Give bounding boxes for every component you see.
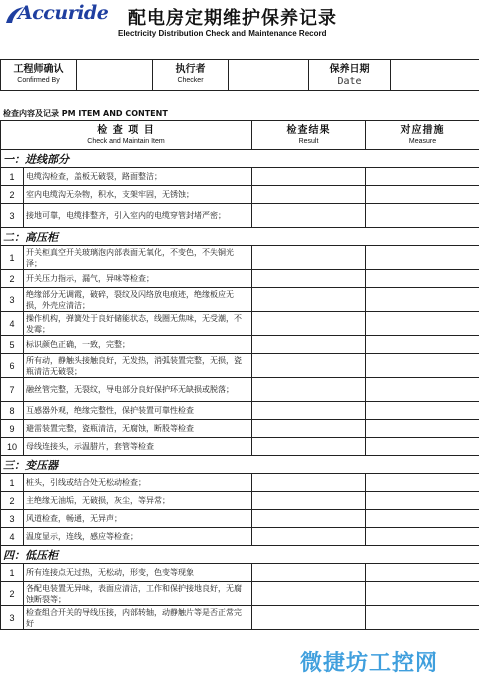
checklist-row [1,402,479,420]
measure-cell[interactable] [366,564,479,582]
section-header-row [1,228,479,246]
measure-cell[interactable] [366,582,479,606]
item-description: 风道检查，畅通，无异声； [24,510,252,528]
checklist-row [1,606,479,630]
checklist-row [1,528,479,546]
item-description: 绝缘部分无调霞，破碎，裂纹及闪络放电痕迹，绝缘板应无损，外壳应清洁； [24,288,252,312]
result-cell[interactable] [252,492,366,510]
checklist-row [1,186,479,204]
measure-cell[interactable] [366,168,479,186]
checklist-row [1,288,479,312]
measure-cell[interactable] [366,288,479,312]
checklist-row [1,564,479,582]
measure-cell[interactable] [366,474,479,492]
signoff-table [0,59,479,91]
checklist-row [1,420,479,438]
date-label: 保养日期 Date [309,60,391,91]
measure-cell[interactable] [366,336,479,354]
measure-cell[interactable] [366,438,479,456]
item-description: 主绝缘无油垢，无破损，灰尘，等异常； [24,492,252,510]
result-cell[interactable] [252,402,366,420]
item-description: 开关压力指示，漏气，异味等检查； [24,270,252,288]
result-cell[interactable] [252,186,366,204]
measure-cell[interactable] [366,246,479,270]
result-cell[interactable] [252,270,366,288]
measure-cell[interactable] [366,420,479,438]
result-cell[interactable] [252,564,366,582]
checklist-row [1,438,479,456]
page-title: 配电房定期维护保养记录 [128,8,337,29]
result-cell[interactable] [252,312,366,336]
column-result: 检查结果 Result [252,121,366,150]
item-description: 桩头，引线或结合处无松动检查； [24,474,252,492]
section-title: 四：低压柜 [1,546,479,564]
item-description: 互感器外观，绝缘完整性，保护装置可靠性检查 [24,402,252,420]
checklist-row [1,510,479,528]
item-number: 1 [1,246,24,270]
item-number: 8 [1,402,24,420]
item-description: 开关柜真空开关玻璃泡内部表面无氧化，不变色，不失铜光泽； [24,246,252,270]
watermark-text: 微捷坊工控网 [300,651,439,676]
checklist-row [1,336,479,354]
item-number: 2 [1,582,24,606]
engineer-label: 工程师确认 Confirmed By [1,60,77,91]
item-number: 9 [1,420,24,438]
checklist-row [1,354,479,378]
measure-cell[interactable] [366,606,479,630]
section-title: 一：进线部分 [1,150,479,168]
result-cell[interactable] [252,606,366,630]
section-header-row [1,546,479,564]
item-number: 4 [1,528,24,546]
result-cell[interactable] [252,288,366,312]
item-description: 温度显示，连线，感应等检查； [24,528,252,546]
measure-cell[interactable] [366,378,479,402]
measure-cell[interactable] [366,186,479,204]
item-number: 7 [1,378,24,402]
item-number: 1 [1,564,24,582]
page-subtitle: Electricity Distribution Check and Maintenance Record [118,29,327,38]
item-description: 操作机构，弹簧处于良好储能状态，线圈无焦味，无受潮，不发霉； [24,312,252,336]
checklist-row [1,270,479,288]
result-cell[interactable] [252,354,366,378]
measure-cell[interactable] [366,528,479,546]
checklist-row [1,378,479,402]
checklist-row [1,474,479,492]
item-description: 标识颜色正确，一致，完整； [24,336,252,354]
item-number: 5 [1,336,24,354]
item-description: 避雷装置完整，瓷瓶清洁，无腐蚀，断股等检查 [24,420,252,438]
measure-cell[interactable] [366,204,479,228]
result-cell[interactable] [252,474,366,492]
checklist-row [1,492,479,510]
item-description: 各配电装置无异味，表面应清洁，工作和保护接地良好，无腐蚀断裂等； [24,582,252,606]
result-cell[interactable] [252,378,366,402]
result-cell[interactable] [252,420,366,438]
engineer-field[interactable] [77,60,153,91]
item-number: 1 [1,474,24,492]
item-number: 2 [1,492,24,510]
checker-label: 执行者 Checker [153,60,229,91]
section-header-row [1,150,479,168]
item-description: 母线连接头，示温腊片，套管等检查 [24,438,252,456]
logo-text: Accuride [18,2,109,24]
company-logo [4,2,114,28]
column-measure: 对应措施 Measure [366,121,479,150]
section-header-row [1,456,479,474]
item-number: 2 [1,186,24,204]
result-cell[interactable] [252,528,366,546]
item-description: 室内电缆沟无杂物，积水，支架牢固，无锈蚀； [24,186,252,204]
measure-cell[interactable] [366,312,479,336]
item-description: 接地可靠，电缆排整齐，引入室内的电缆穿管封堵严密； [24,204,252,228]
date-field[interactable] [391,60,479,91]
checklist-row [1,312,479,336]
measure-cell[interactable] [366,270,479,288]
item-number: 2 [1,270,24,288]
item-number: 3 [1,204,24,228]
checklist-row [1,204,479,228]
result-cell[interactable] [252,204,366,228]
item-number: 6 [1,354,24,378]
section-title: 二：高压柜 [1,228,479,246]
item-description: 融丝管完整，无裂纹，导电部分良好保护环无缺损或脱落； [24,378,252,402]
pm-heading: 检查内容及记录 PM ITEM AND CONTENT [3,109,168,118]
item-description: 所有动，静触头接触良好，无发热，消弧装置完整，无损，瓷瓶清洁无破裂； [24,354,252,378]
checklist-table [0,120,479,630]
item-description: 检查组合开关的导线压接，内部转轴，动静触片等是否正常完好 [24,606,252,630]
measure-cell[interactable] [366,402,479,420]
result-cell[interactable] [252,438,366,456]
measure-cell[interactable] [366,510,479,528]
checklist-row [1,582,479,606]
result-cell[interactable] [252,336,366,354]
checklist-row [1,168,479,186]
section-title: 三：变压器 [1,456,479,474]
result-cell[interactable] [252,510,366,528]
measure-cell[interactable] [366,354,479,378]
item-number: 3 [1,606,24,630]
result-cell[interactable] [252,168,366,186]
item-number: 4 [1,312,24,336]
item-number: 10 [1,438,24,456]
item-description: 电缆沟检查，盖板无破裂，路面整洁； [24,168,252,186]
item-number: 3 [1,288,24,312]
item-description: 所有连接点无过热，无松动，形变，色变等现象 [24,564,252,582]
result-cell[interactable] [252,246,366,270]
column-item: 检 查 项 目 Check and Maintain Item [1,121,252,150]
checker-field[interactable] [229,60,309,91]
measure-cell[interactable] [366,492,479,510]
result-cell[interactable] [252,582,366,606]
column-header-row [1,121,479,150]
item-number: 1 [1,168,24,186]
item-number: 3 [1,510,24,528]
checklist-row [1,246,479,270]
